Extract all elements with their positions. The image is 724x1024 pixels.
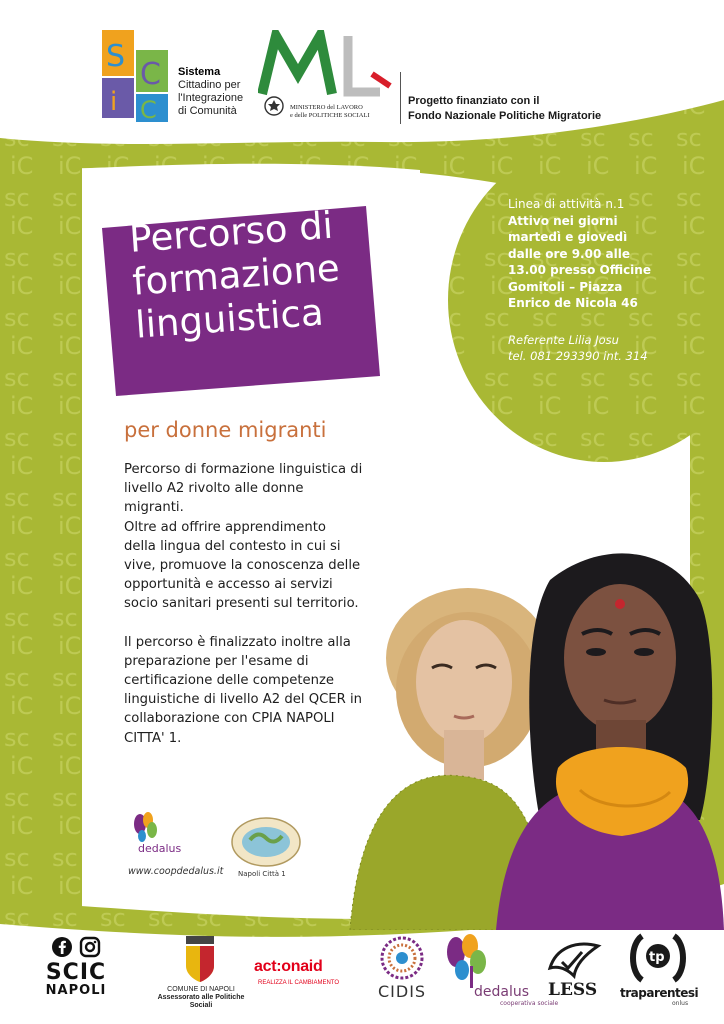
page-title: Percorso di formazione linguistica (128, 203, 341, 347)
dedalus-tagline: cooperativa sociale (500, 1000, 559, 1007)
activity-info (508, 196, 722, 365)
cidis-logo: CIDIS (378, 982, 427, 1001)
svg-text:S: S (106, 39, 126, 74)
actionaid-logo: act:onaid (254, 958, 323, 975)
traparentesi-logo: traparentesi (620, 986, 699, 1000)
actionaid-tagline: REALIZZA IL CAMBIAMENTO (258, 980, 340, 986)
schedule-line: Attivo nei giorni (508, 213, 618, 228)
scic-logo (100, 28, 178, 124)
activity-line: Linea di attività n.1 (508, 197, 625, 211)
svg-text:Napoli Città 1: Napoli Città 1 (238, 870, 286, 878)
referent: Referente Lilia Josu (508, 332, 619, 347)
traparentesi-emblem (628, 932, 688, 984)
scic-napoli-social: SCIC NAPOLI (44, 936, 108, 998)
cpia-napoli-logo (228, 814, 304, 880)
svg-text:dedalus: dedalus (138, 842, 182, 855)
svg-text:C: C (140, 96, 157, 124)
traparentesi-tagline: onlus (672, 1000, 689, 1007)
dedalus-logo: dedalus (474, 984, 530, 1000)
facebook-icon[interactable] (51, 936, 73, 958)
subtitle: per donne migranti (124, 418, 327, 442)
header-separator (400, 72, 401, 124)
schedule-line: Gomitoli – Piazza (508, 279, 623, 294)
comune-napoli-text: COMUNE DI NAPOLI Assessorato alle Politiche Sociali (157, 986, 245, 1009)
schedule-line: 13.00 presso Officine (508, 263, 651, 277)
website-link[interactable]: www.coopdedalus.it (128, 866, 224, 877)
less-emblem (546, 938, 602, 980)
comune-napoli-crest (180, 934, 220, 984)
ministry-caption: MINISTERO del LAVORO e delle POLITICHE SOCIALI (290, 104, 370, 119)
svg-text:tp: tp (649, 950, 665, 965)
instagram-icon[interactable] (79, 936, 101, 958)
description: Percorso di formazione linguistica di livello A2 rivolto alle donne migranti. Oltre ad offrire apprendimento della lingua del contesto in cui si vive, promuove la conoscenza delle opportunità e accesso ai servizi socio sanitari presenti sul territorio. Il percorso è finalizzato inoltre alla preparazione per l'esame di certificazione delle competenze linguistiche di livello A2 del QCER in collaborazione con CPIA NAPOLI CITTA' 1. (124, 462, 363, 746)
svg-text:i: i (110, 87, 118, 117)
project-funding-text: Progetto finanziato con il Fondo Nazionale Politiche Migratorie (408, 95, 602, 122)
svg-text:C: C (140, 57, 161, 92)
scic-tagline: Sistema Cittadino per l'Integrazione di Comunità (178, 66, 244, 117)
phone: tel. 081 293390 int. 314 (508, 349, 648, 363)
dedalus-logo-small (128, 812, 208, 858)
dedalus-emblem (442, 934, 494, 988)
schedule-line: dalle ore 9.00 alle (508, 246, 630, 261)
less-logo: LESS (548, 980, 598, 1000)
cidis-emblem (380, 936, 424, 980)
schedule-line: martedì e giovedì (508, 230, 628, 244)
schedule-line: Enrico de Nicola 46 (508, 296, 638, 310)
